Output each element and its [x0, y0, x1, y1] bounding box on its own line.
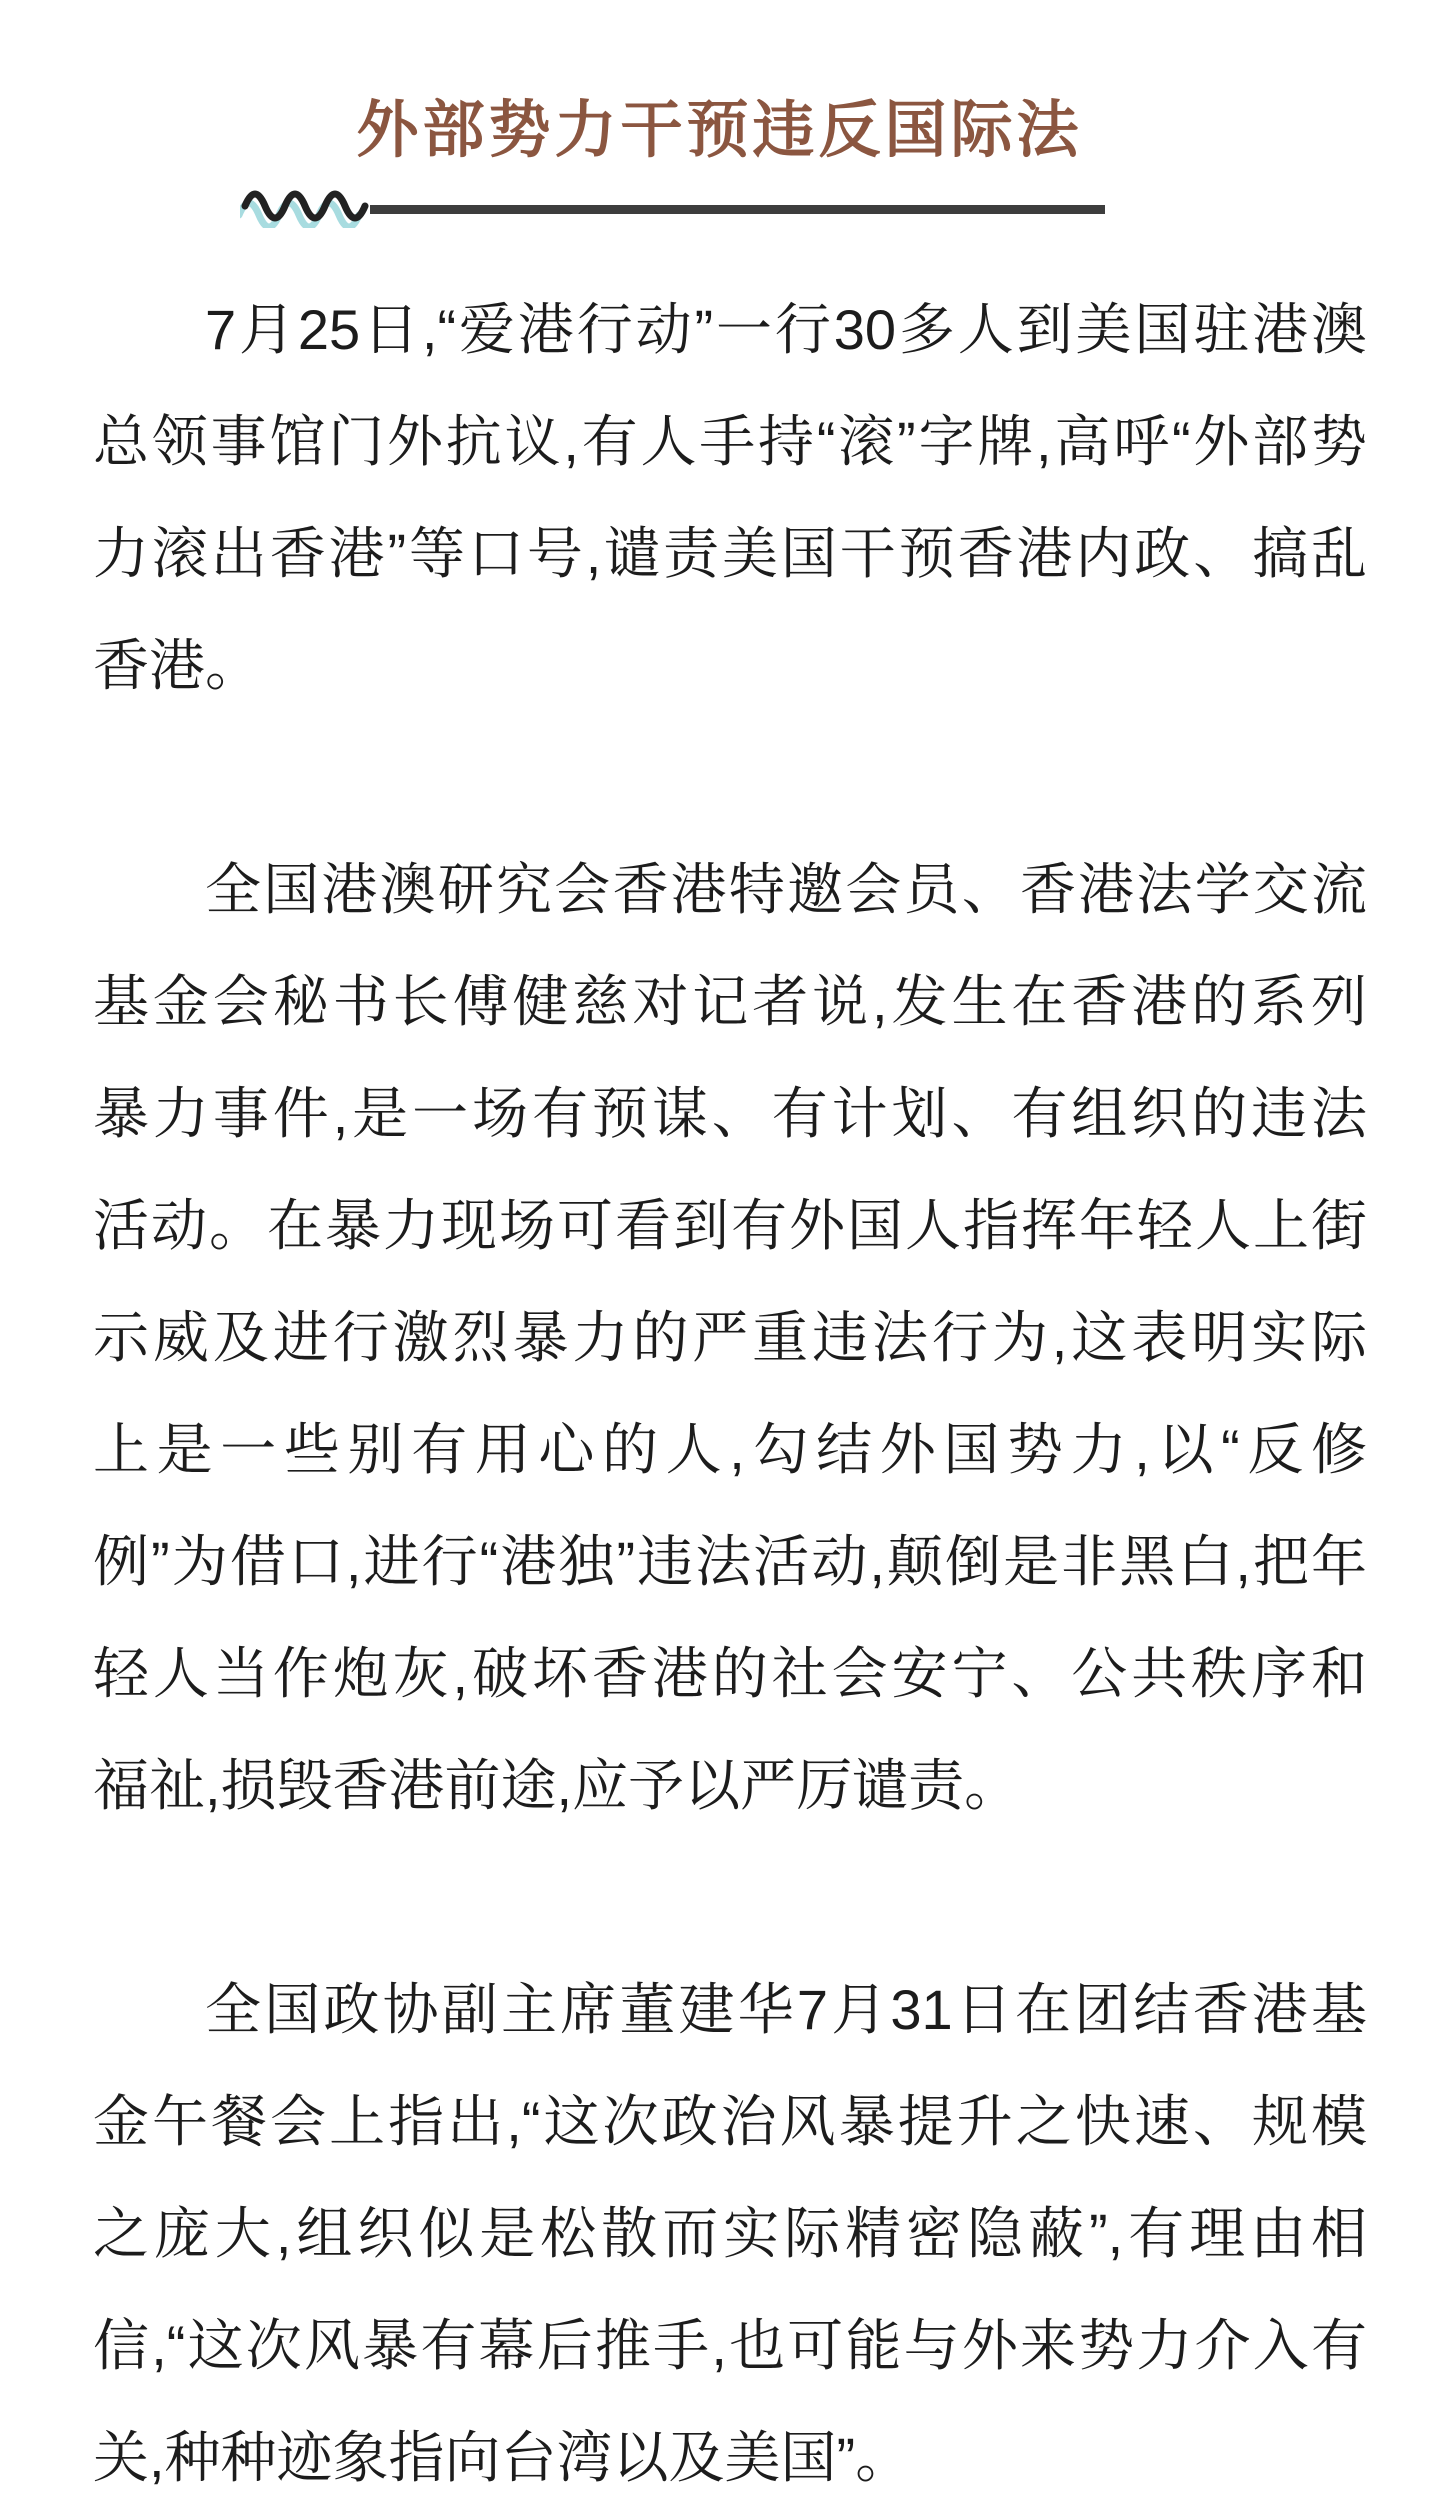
squiggle-main-wave: [245, 194, 365, 218]
text-line: 活动。在暴力现场可看到有外国人指挥年轻人上街: [93, 1194, 1367, 1257]
paragraph-2: [93, 834, 1367, 1842]
text-line: 示威及进行激烈暴力的严重违法行为,这表明实际: [93, 1306, 1367, 1369]
text-line: 信,“这次风暴有幕后推手,也可能与外来势力介入有: [93, 2314, 1367, 2377]
article-header: [0, 0, 1439, 228]
text-line: 香港。: [93, 634, 261, 697]
text-line: 暴力事件,是一场有预谋、有计划、有组织的违法: [93, 1082, 1367, 1145]
squiggle-shadow-wave: [240, 203, 359, 227]
text-line: 之庞大,组织似是松散而实际精密隐蔽”,有理由相: [93, 2202, 1367, 2265]
title-divider: [240, 176, 1439, 228]
text-line: 例”为借口,进行“港独”违法活动,颠倒是非黑白,把年: [93, 1530, 1367, 1593]
text-line: 全国港澳研究会香港特邀会员、香港法学交流: [205, 858, 1367, 921]
text-line: 7月25日,“爱港行动”一行30多人到美国驻港澳: [205, 298, 1367, 361]
text-line: 福祉,损毁香港前途,应予以严厉谴责。: [93, 1754, 1021, 1817]
text-line: 基金会秘书长傅健慈对记者说,发生在香港的系列: [93, 970, 1367, 1033]
text-line: 关,种种迹象指向台湾以及美国”。: [93, 2426, 912, 2489]
text-line: 总领事馆门外抗议,有人手持“滚”字牌,高呼“外部势: [93, 410, 1367, 473]
paragraph-1: [93, 274, 1367, 722]
paragraph-3: [93, 1954, 1367, 2514]
divider-rule: [370, 205, 1105, 214]
text-line: 全国政协副主席董建华7月31日在团结香港基: [205, 1978, 1367, 2041]
text-line: 上是一些别有用心的人,勾结外国势力,以“反修: [93, 1418, 1367, 1481]
text-line: 轻人当作炮灰,破坏香港的社会安宁、公共秩序和: [93, 1642, 1367, 1705]
text-line: 力滚出香港”等口号,谴责美国干预香港内政、搞乱: [93, 522, 1367, 585]
article-body: [93, 274, 1367, 2514]
text-line: 金午餐会上指出,“这次政治风暴提升之快速、规模: [93, 2090, 1367, 2153]
article-title: 外部势力干预违反国际法: [356, 96, 1083, 165]
squiggle-icon: [240, 176, 370, 228]
